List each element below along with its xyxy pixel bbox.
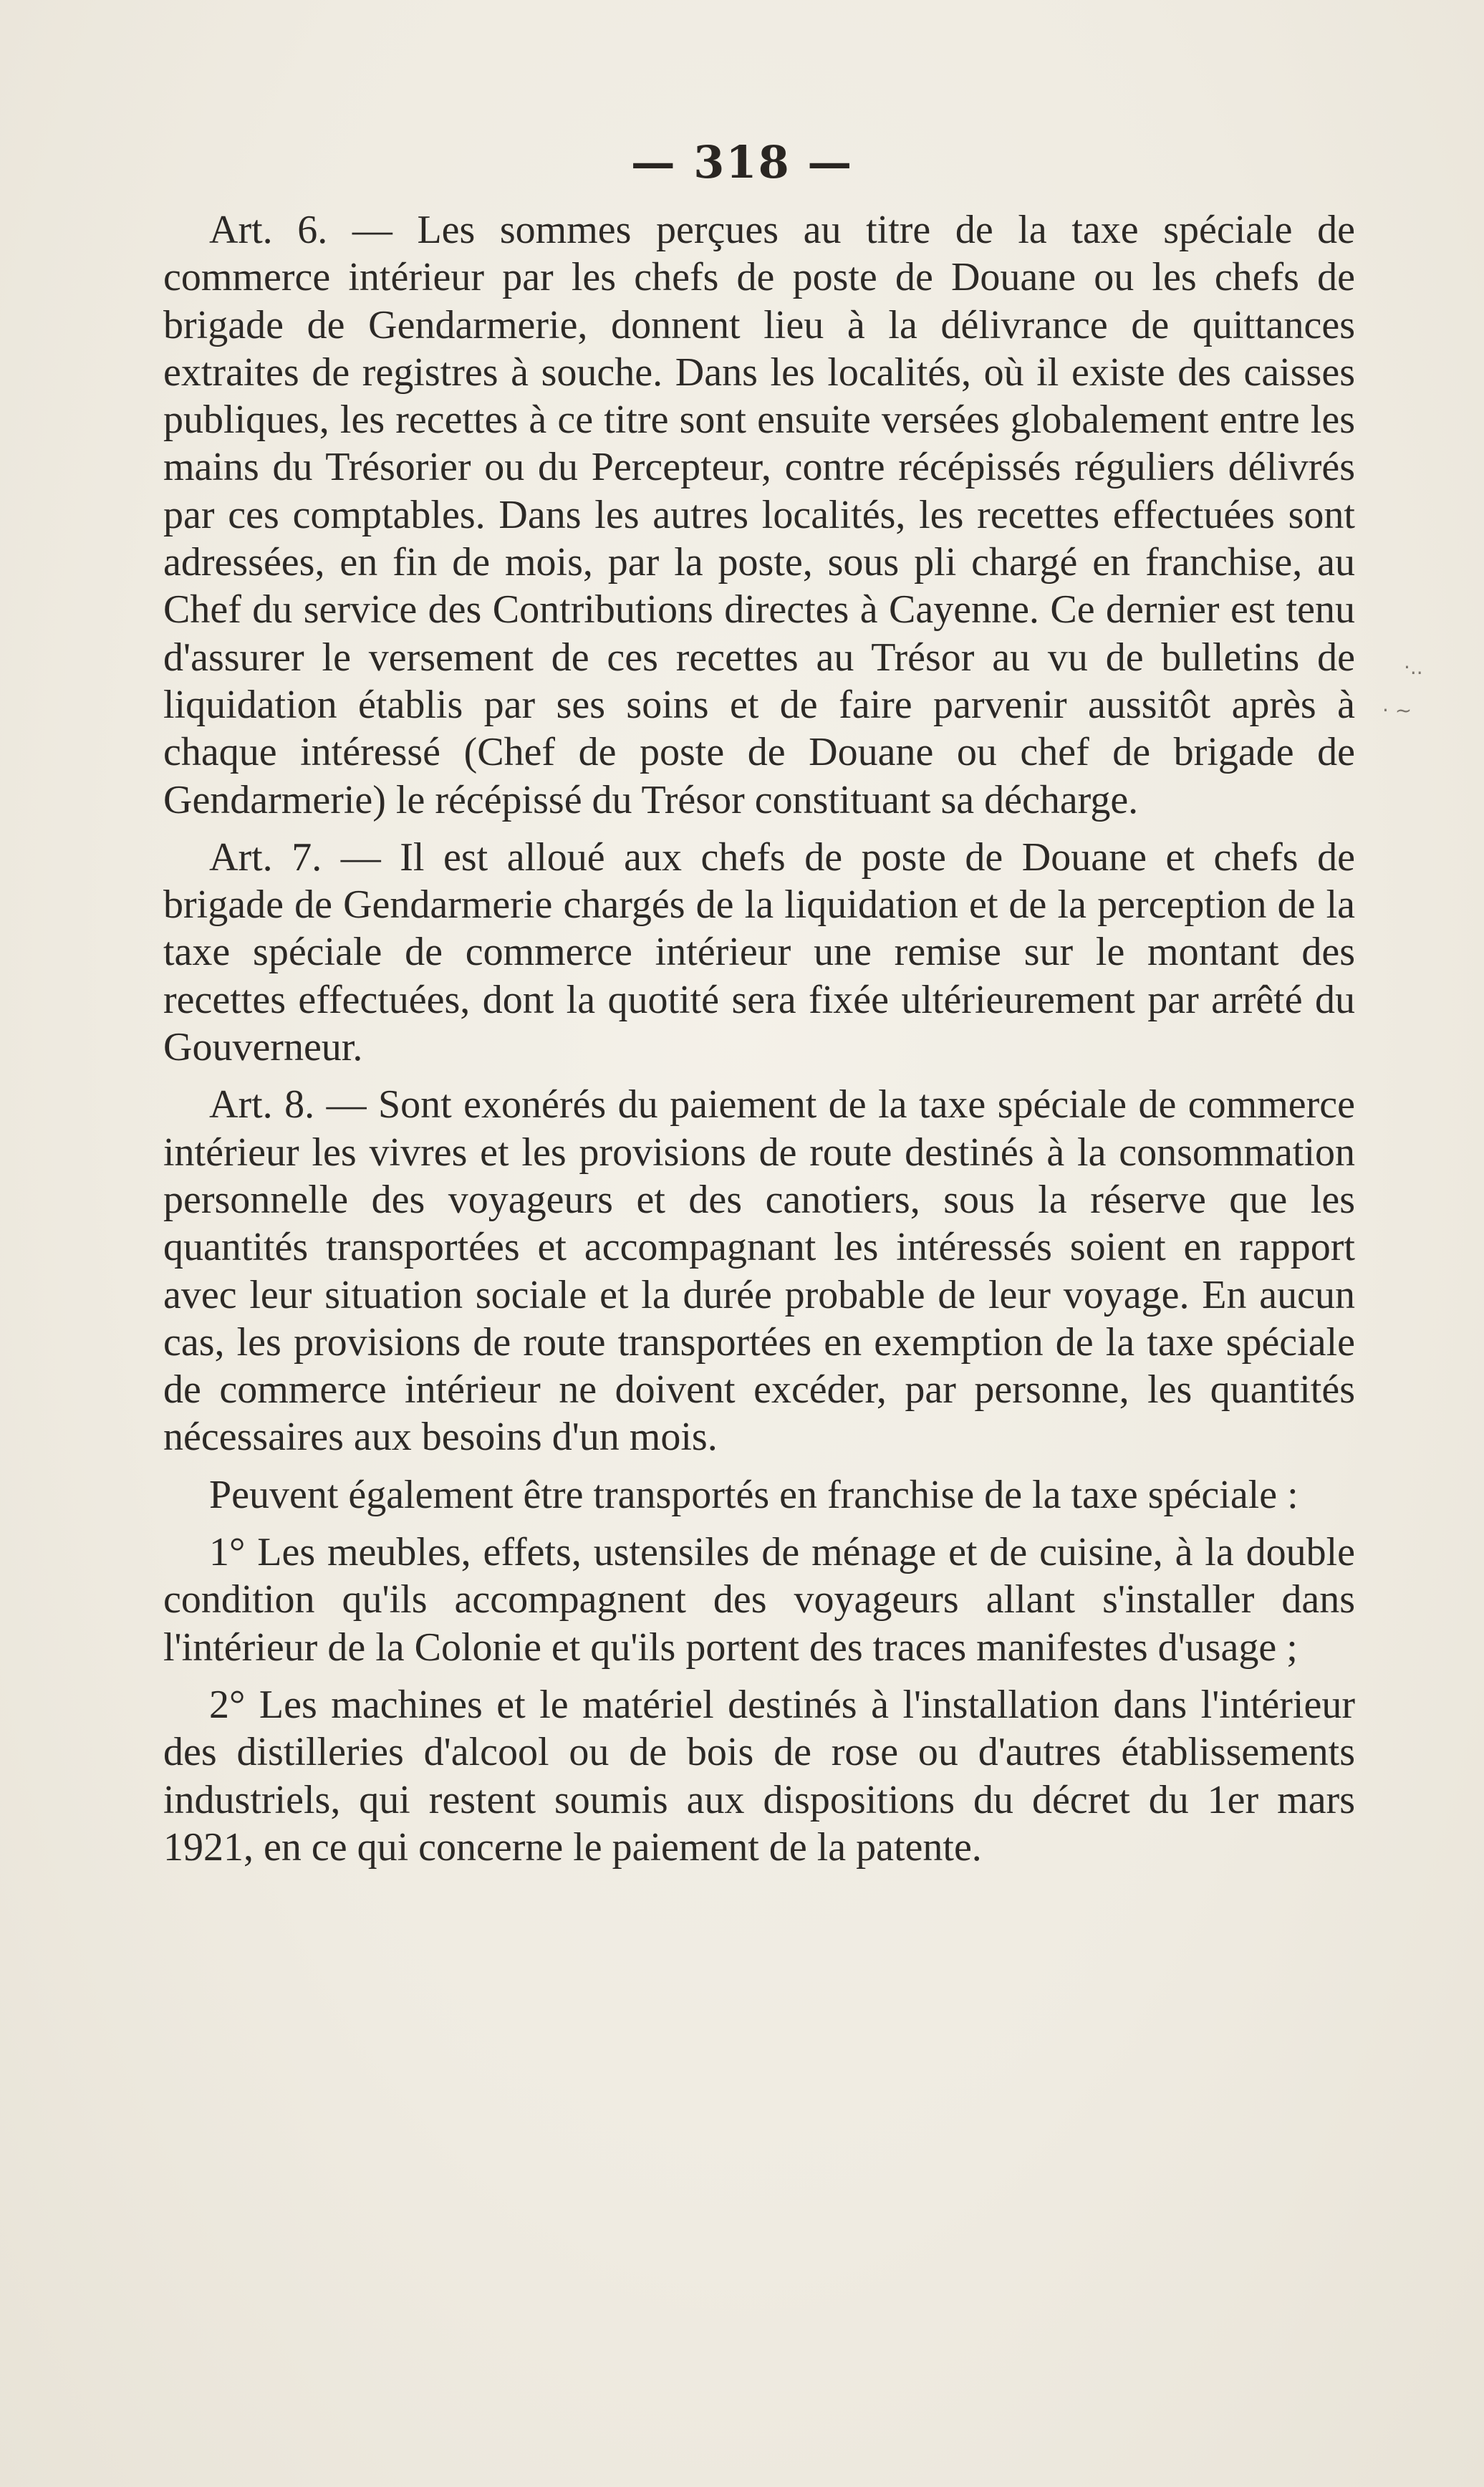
exemption-item-1: 1° Les meubles, effets, ustensiles de ménage et de cuisine, à la double condition qu'ils accompagnent des voyageurs allant s'installer dans l'intérieur de la Colonie et qu'ils portent des traces manifestes d'usage ; (163, 1530, 1355, 1670)
article-8-text: — Sont exonérés du paiement de la taxe spéciale de commerce intérieur les vivres et les provisions de route destinés à la consommation personnelle des voyageurs et des canotiers, sous la réserve que les quantités transportées et accompagnant les intéressés soient en rapport avec leur situation sociale et la durée probable de leur voyage. En aucun cas, les provisions de route transportées en exemption de la taxe spéciale de commerce intérieur ne doivent excéder, par personne, les quantités nécessaires aux besoins d'un mois. (163, 1082, 1355, 1460)
margin-speck: ·.. (1404, 655, 1423, 679)
article-6-text: — Les sommes perçues au titre de la taxe spéciale de commerce intérieur par les chefs de poste de Douane ou les chefs de brigade de Gendarmerie, donnent lieu à la délivrance de quittances extraites de registres à souche. Dans les localités, où il existe des caisses publiques, les recettes à ce titre sont ensuite versées globalement entre les mains du Trésorier ou du Percepteur, contre récépissés réguliers délivrés par ces comptables. Dans les autres localités, les recettes effectuées sont adressées, en fin de mois, par la poste, sous pli chargé en franchise, au Chef du service des Contributions directes à Cayenne. Ce dernier est tenu d'assurer le versement de ces recettes au Trésor au vu de bulletins de liquidation établis par ses soins et de faire parvenir aussitôt après à chaque intéressé (Chef de poste de Douane ou chef de brigade de Gendarmerie) le récépissé du Trésor constituant sa décharge. (163, 208, 1355, 822)
article-6-label: Art. 6. (209, 208, 328, 252)
article-8 (163, 1081, 1355, 1461)
article-7-text: — Il est alloué aux chefs de poste de Douane et chefs de brigade de Gendarmerie chargés de la liquidation et de la perception de la taxe spéciale de commerce intérieur une remise sur le montant des recettes effectuées, dont la quotité sera fixée ultérieurement par arrêté du Gouverneur. (163, 834, 1355, 1070)
article-8-label: Art. 8. (209, 1082, 315, 1127)
body-text (163, 206, 1355, 1871)
article-6 (163, 206, 1355, 824)
page-number: — 318 — (630, 136, 854, 188)
exemption-intro: Peuvent également être transportés en franchise de la taxe spéciale : (209, 1472, 1298, 1517)
exemption-item-2: 2° Les machines et le matériel destinés à l'installation dans l'intérieur des distilleries d'alcool ou de bois de rose ou d'autres établissements industriels, qui restent soumis aux dispositions du décret du 1er mars 1921, en ce qui concerne le paiement de la patente. (163, 1682, 1355, 1870)
article-7 (163, 834, 1355, 1071)
article-7-label: Art. 7. (209, 834, 322, 880)
margin-speck: · ~ (1382, 698, 1412, 722)
